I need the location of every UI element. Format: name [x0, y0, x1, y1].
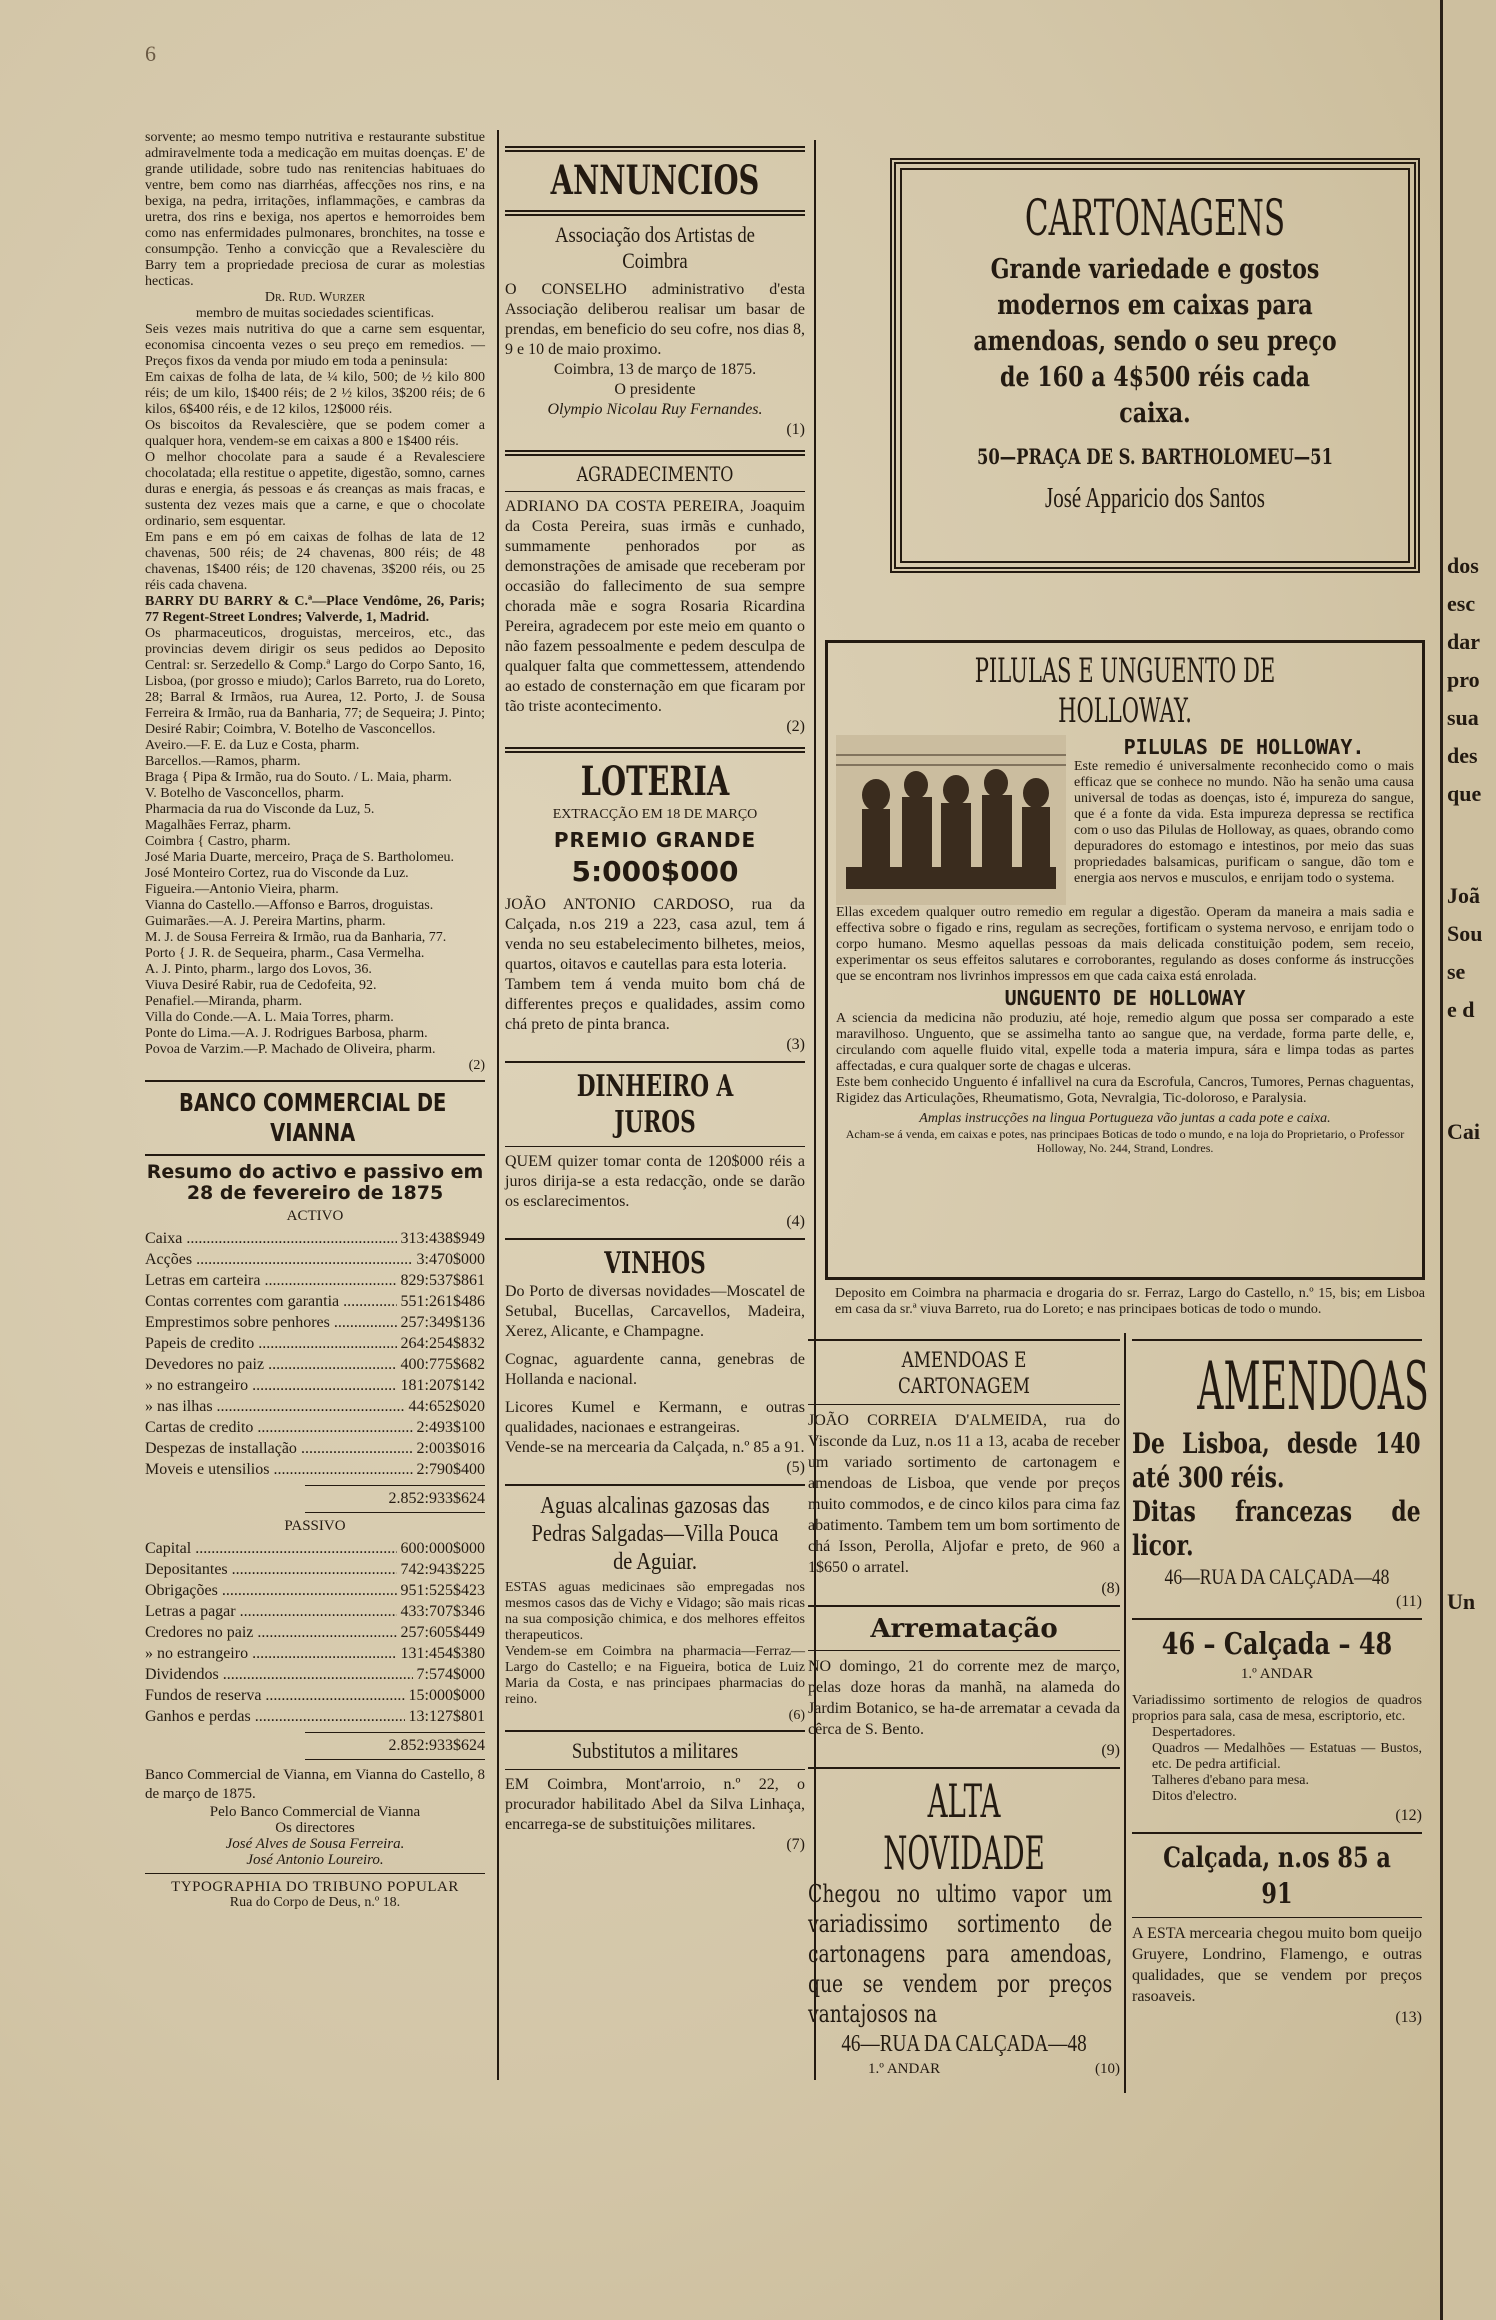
ledger-row: [145, 1706, 485, 1727]
assoc-president: O presidente: [614, 381, 696, 398]
page-number: 6: [145, 41, 156, 66]
typography-address: Rua do Corpo de Deus, n.º 18.: [229, 1895, 401, 1910]
dinheiro-text: QUEM quizer tomar conta de 120$000 réis a juros dirija-se a esta redacção, onde se darão os esclarecimentos.: [505, 1153, 805, 1210]
ledger-value: 131:454$380: [400, 1645, 485, 1662]
ledger-value: 400:775$682: [400, 1356, 485, 1373]
calcada85-title: Calçada, n.os 85 a 91: [1163, 1841, 1391, 1910]
ledger-label: Devedores no paiz .....: [145, 1354, 397, 1375]
ledger-value: 2:790$400: [416, 1461, 485, 1478]
paragraph: O melhor chocolate para a saude é a Revalesciere chocolatada; ella restitue o appetite, digestão, somno, carnes duras e energia, ás pessoas e ás creanças as mais fracas, e sustenta dez vezes mais que a carne, e que o chocolate ordinario, sem esquentar.: [145, 450, 485, 529]
aguas-text: ESTAS aguas medicinaes são empregadas nos mesmos casos das de Vichy e Vidago; são mais ricas na sua composição chimica, e dos melhores effeitos therapeuticos.: [505, 1580, 805, 1643]
ledger-row: [145, 1601, 485, 1622]
bank-footer: Pelo Banco Commercial de Vianna: [209, 1804, 421, 1820]
ad-number: (8): [1101, 1580, 1120, 1597]
ledger-label: » nas ilhas .....: [145, 1396, 405, 1417]
ledger-value: 951:525$423: [400, 1582, 485, 1599]
ad-number: (7): [786, 1836, 805, 1853]
loteria-text: Tambem tem á venda muito bom chá de differentes preços e qualidades, assim como chá preto de pinta branca.: [505, 976, 805, 1033]
ledger-label: Emprestimos sobre penhores .....: [145, 1312, 397, 1333]
cartonagens-text: Grande variedade e gostos modernos em caixas para amendoas, sendo o seu preço de 160 a 4$500 réis cada caixa.: [973, 254, 1337, 429]
alta-novidade-text: Chegou no ultimo vapor um variadissimo sortimento de cartonagens para amendoas, que se vendem por preços vantajosos na: [808, 1880, 1113, 2028]
passivo-total: 2.852:933$624: [388, 1737, 485, 1754]
ad-number: (1): [786, 421, 805, 438]
ledger-row: [145, 1664, 485, 1685]
ledger-row: [145, 1270, 485, 1291]
ledger-label: Acções .....: [145, 1249, 413, 1270]
adjacent-text-fragment: se: [1447, 959, 1466, 984]
ledger-label: Credores no paiz .....: [145, 1622, 397, 1643]
assoc-title: Associação dos Artistas de Coimbra: [555, 222, 755, 273]
signature-sub: membro de muitas sociedades scientificas.: [195, 306, 435, 321]
adjacent-text-fragment: e d: [1447, 997, 1475, 1022]
bank-footer: Banco Commercial de Vianna, em Vianna do Castello, 8 de março de 1875.: [145, 1767, 485, 1802]
ledger-label: » no estrangeiro .....: [145, 1643, 397, 1664]
ad-number: (3): [786, 1036, 805, 1053]
ledger-label: Papeis de credito .....: [145, 1333, 397, 1354]
ledger-label: Fundos de reserva .....: [145, 1685, 405, 1706]
ledger-row: [145, 1538, 485, 1559]
adjacent-text-fragment: dos: [1447, 553, 1479, 578]
amendoas-text: Ditas francezas de licor.: [1132, 1495, 1421, 1562]
holloway-sale: Acham-se á venda, em caixas e potes, nas principaes Boticas de todo o mundo, e na loja do Proprietario, o Professor Holloway, No. 244, Strand, Londres.: [845, 1127, 1405, 1155]
ledger-label: Dividendos .....: [145, 1664, 413, 1685]
substitutos-title: Substitutos a militares: [571, 1738, 739, 1763]
cartonagens-owner: José Apparicio dos Santos: [1045, 483, 1265, 514]
passivo-label: PASSIVO: [284, 1518, 346, 1534]
ledger-label: Depositantes .....: [145, 1559, 397, 1580]
ledger-row: [145, 1580, 485, 1601]
calcada-text: Variadissimo sortimento de relogios de quadros proprios para sala, casa de mesa, escriptorio, etc.: [1132, 1693, 1422, 1724]
aguas-text: Vendem-se em Coimbra na pharmacia—Ferraz—Largo do Castello; e na Figueira, botica de Luiz Maria da Costa, e nas principaes pharmacias do reino.: [505, 1644, 805, 1707]
ledger-label: Obrigações .....: [145, 1580, 397, 1601]
ledger-value: 7:574$000: [416, 1666, 485, 1683]
unguento-text: A sciencia da medicina não produziu, até hoje, remedio algum que possa ser comparado a este maravilhoso. Unguento, que se assimelha tanto ao sangue que, na verdade, forma parte delle, e, circulando com aquelle fluido vital, expelle toda a materia impura, sára e limpa todas as partes affectadas, e cura qualquer sorte de chagas e ulceras.: [836, 1011, 1414, 1074]
ad-number: (11): [1395, 1593, 1422, 1610]
depot-entry: Coimbra { Castro, pharm.: [145, 834, 291, 849]
ad-number: (10): [1095, 2061, 1120, 2077]
depots-list: [145, 738, 485, 1058]
aguas-title: Aguas alcalinas gazosas das Pedras Salgadas—Villa Pouca de Aguiar.: [531, 1493, 779, 1575]
ledger-label: Contas correntes com garantia .....: [145, 1291, 397, 1312]
alta-novidade-title: ALTA NOVIDADE: [883, 1774, 1045, 1880]
cartonagens-ad: [900, 168, 1410, 563]
depot-entry: Barcellos.—Ramos, pharm.: [145, 754, 301, 769]
amendoas-text: De Lisboa, desde 140 até 300 réis.: [1132, 1427, 1421, 1494]
calcada-item: Despertadores.: [1152, 1725, 1236, 1740]
depot-entry: Guimarães.—A. J. Pereira Martins, pharm.: [145, 914, 386, 929]
adjacent-text-fragment: Joã: [1447, 883, 1480, 908]
pilulas-text: Este remedio é universalmente reconhecido como o mais efficaz que se conhece no mundo. Não ha senão uma causa universal de todas as doenças, isto é, impureza do sangue, que é a fonte da vida. Esta impureza depressa se rectifica com o uso das Pilulas de Holloway, as quaes, obrando como depuradores do estomago e intestinos, por meio das suas propriedades balsamicas, purificam o sangue, dão tom e energia aos nervos e musculos, e enrijam todo o systema.: [1074, 759, 1414, 886]
ad-number: (5): [786, 1459, 805, 1476]
ad-number: (2): [786, 718, 805, 735]
ledger-row: [145, 1312, 485, 1333]
cartonagens-title: CARTONAGENS: [1024, 189, 1286, 247]
activo-label: ACTIVO: [286, 1208, 344, 1224]
column-1: [145, 130, 485, 1911]
ad-number: (12): [1395, 1807, 1422, 1824]
ledger-value: 15:000$000: [408, 1687, 485, 1704]
paragraph: Os biscoitos da Revalescière, que se podem comer a qualquer hora, vendem-se em caixas a 800 e 1$400 réis.: [145, 418, 485, 449]
vinhos-text: Vende-se na mercearia da Calçada, n.º 85 a 91.: [505, 1439, 805, 1456]
depot-entry: M. J. de Sousa Ferreira & Irmão, rua da Banharia, 77.: [145, 930, 447, 945]
vinhos-text: Do Porto de diversas novidades—Moscatel de Setubal, Bucellas, Carcavellos, Madeira, Xerez, Alicante, e Champagne.: [505, 1283, 805, 1340]
column-4: [1132, 1333, 1429, 2028]
ledger-label: Caixa .....: [145, 1228, 397, 1249]
amendoas-title: AMENDOAS: [1197, 1348, 1429, 1425]
ledger-row: [145, 1417, 485, 1438]
pilulas-subtitle: PILULAS DE HOLLOWAY.: [1123, 735, 1365, 759]
agradecimento-title: AGRADECIMENTO: [576, 462, 734, 486]
ledger-value: 13:127$801: [408, 1708, 485, 1725]
adjacent-text-fragment: Un: [1447, 1589, 1476, 1614]
ledger-value: 181:207$142: [400, 1377, 485, 1394]
typography-name: TYPOGRAPHIA DO TRIBUNO POPULAR: [171, 1879, 459, 1895]
holloway-instructions: Amplas instrucções na lingua Portugueza vão juntas a cada pote e caixa.: [919, 1111, 1331, 1126]
substitutos-text: EM Coimbra, Mont'arroio, n.º 22, o procurador habilitado Abel da Silva Linhaça, encarrega-se de substituições militares.: [505, 1776, 805, 1833]
loteria-text: JOÃO ANTONIO CARDOSO, rua da Calçada, n.os 219 a 223, casa azul, tem á venda no seu estabelecimento bilhetes, meios, quartos, oitavos e cautellas para esta loteria.: [505, 896, 805, 973]
amendoas-address: 46—RUA DA CALÇADA—48: [1164, 1564, 1390, 1589]
ad-number: (6): [788, 1708, 805, 1723]
ledger-label: Letras em carteira .....: [145, 1270, 397, 1291]
loteria-subtitle: EXTRACÇÃO EM 18 DE MARÇO: [552, 807, 758, 822]
calcada-item: Ditos d'electro.: [1152, 1789, 1237, 1804]
premio-grande: PREMIO GRANDE: [553, 828, 757, 852]
ledger-value: 742:943$225: [400, 1561, 485, 1578]
bank-subtitle: Resumo do activo e passivo em 28 de fevereiro de 1875: [146, 1161, 484, 1204]
depot-entry: Pharmacia da rua do Visconde da Luz, 5.: [145, 802, 375, 817]
depot-entry: Villa do Conde.—A. L. Maia Torres, pharm.: [145, 1010, 394, 1025]
ledger-row: [145, 1685, 485, 1706]
adjacent-text-fragment: que: [1447, 781, 1482, 806]
paragraph: Em pans e em pó em caixas de folhas de lata de 12 chavenas, 500 réis; de 24 chavenas, 800 réis; de 48 chavenas, 1$400 réis; de 120 chavenas, 3$200 réis, ou 25 réis cada chavena.: [145, 530, 485, 593]
ad-number: (9): [1101, 1742, 1120, 1759]
paragraph: Em caixas de folha de lata, de ¼ kilo, 500; de ½ kilo 800 réis; de um kilo, 1$400 réis; de 2 ½ kilos, 3$200 réis; de 6 kilos, 6$400 réis, e de 12 kilos, 12$000 réis.: [145, 370, 485, 417]
assoc-date: Coimbra, 13 de março de 1875.: [553, 361, 757, 378]
ledger-value: 2:003$016: [416, 1440, 485, 1457]
ledger-row: [145, 1559, 485, 1580]
ledger-row: [145, 1643, 485, 1664]
director-name: José Alves de Sousa Ferreira.: [225, 1836, 405, 1852]
paragraph: Seis vezes mais nutritiva do que a carne sem esquentar, economisa cincoenta vezes o seu preço em remedios. — Preços fixos da venda por miudo em toda a peninsula:: [145, 322, 485, 369]
ledger-row: [145, 1459, 485, 1480]
amendoas-cartonagem-text: JOÃO CORREIA D'ALMEIDA, rua do Visconde da Luz, n.os 11 a 13, acaba de receber um variado sortimento de cartonagem e amendoas de Lisboa, que vende por preços muito commodos, e de cinco kilos para cima faz abatimento. Tambem tem um bom sortimento de chá Isson, Perolla, Aljofar e preto, de 960 a 1$650 o arratel.: [808, 1412, 1120, 1576]
depot-entry: Viuva Desiré Rabir, rua de Cedofeita, 92.: [145, 978, 377, 993]
ledger-label: Cartas de credito .....: [145, 1417, 413, 1438]
depot-entry: Figueira.—Antonio Vieira, pharm.: [145, 882, 339, 897]
vinhos-text: Cognac, aguardente canna, genebras de Hollanda e nacional.: [505, 1351, 805, 1388]
depot-entry: Braga { Pipa & Irmão, rua do Souto. / L. Maia, pharm.: [145, 770, 452, 785]
ledger-value: 829:537$861: [400, 1272, 485, 1289]
vinhos-text: Licores Kumel e Kermann, e outras qualidades, nacionaes e estrangeiras.: [505, 1399, 805, 1436]
column-divider: [497, 130, 499, 2080]
adjacent-text-fragment: des: [1447, 743, 1478, 768]
depot-entry: A. J. Pinto, pharm., largo dos Lovos, 36.: [145, 962, 372, 977]
ledger-value: 313:438$949: [400, 1230, 485, 1247]
ledger-value: 600:000$000: [400, 1540, 485, 1557]
director-name: José Antonio Loureiro.: [246, 1852, 384, 1868]
adjacent-text-fragment: Sou: [1447, 921, 1483, 946]
ledger-value: 2:493$100: [416, 1419, 485, 1436]
adjacent-text-fragment: pro: [1447, 667, 1480, 692]
ledger-row: [145, 1333, 485, 1354]
adjacent-text-fragment: Cai: [1447, 1119, 1480, 1144]
calcada-andar: 1.º ANDAR: [1240, 1666, 1314, 1682]
ledger-label: » no estrangeiro .....: [145, 1375, 397, 1396]
bank-footer: Os directores: [275, 1820, 355, 1836]
assoc-text: O CONSELHO administrativo d'esta Associação deliberou realisar um basar de prendas, em beneficio do seu cofre, nos dias 8, 9 e 10 de maio proximo.: [505, 281, 805, 358]
ledger-row: [145, 1396, 485, 1417]
paragraph: Os pharmaceuticos, droguistas, merceiros, etc., das provincias devem dirigir os seus pedidos ao Deposito Central: sr. Serzedello & Comp.ª Largo do Corpo Santo, 16, Lisboa, (por grosso e miudo); Carlos Barreto, rua do Loreto, 28; Barral & Irmãos, rua Aurea, 12. Porto, J. de Sousa Ferreira & Irmão, rua da Banharia, 77; de Sequeira; J. Pinto; Desiré Rabir; Coimbra, V. Botelho de Vasconcellos.: [145, 626, 485, 737]
ledger-row: [145, 1354, 485, 1375]
ad-number: (13): [1395, 2009, 1422, 2026]
dinheiro-title: DINHEIRO A JUROS: [576, 1069, 734, 1140]
depot-entry: Penafiel.—Miranda, pharm.: [145, 994, 303, 1009]
ledger-value: 257:349$136: [400, 1314, 485, 1331]
bank-title: BANCO COMMERCIAL DE VIANNA: [179, 1088, 447, 1147]
arrematacao-title: Arrematação: [870, 1614, 1058, 1644]
column-2: [505, 140, 805, 1855]
depot-entry: Magalhães Ferraz, pharm.: [145, 818, 292, 833]
ledger-value: 44:652$020: [408, 1398, 485, 1415]
depot-entry: Ponte do Lima.—A. J. Rodrigues Barbosa, pharm.: [145, 1026, 428, 1041]
alta-novidade-andar: 1.º ANDAR: [868, 2061, 941, 2077]
holloway-ad: [825, 640, 1425, 1280]
adjacent-page-edge: [1440, 0, 1496, 2320]
ledger-value: 433:707$346: [400, 1603, 485, 1620]
ledger-label: Letras a pagar .....: [145, 1601, 397, 1622]
ledger-row: [145, 1375, 485, 1396]
ledger-row: [145, 1622, 485, 1643]
ledger-row: [145, 1291, 485, 1312]
calcada-item: Talheres d'ebano para mesa.: [1152, 1773, 1310, 1788]
depot-entry: José Monteiro Cortez, rua do Visconde da Luz.: [145, 866, 409, 881]
ledger-row: [145, 1228, 485, 1249]
vinhos-title: VINHOS: [604, 1246, 706, 1281]
depot-entry: Porto { J. R. de Sequeira, pharm., Casa Vermelha.: [145, 946, 425, 961]
ledger-row: [145, 1438, 485, 1459]
loteria-title: LOTERIA: [580, 758, 730, 805]
ledger-row: [145, 1249, 485, 1270]
ledger-value: 3:470$000: [416, 1251, 485, 1268]
ad-number: (2): [468, 1058, 485, 1073]
depot-entry: V. Botelho de Vasconcellos, pharm.: [145, 786, 344, 801]
adjacent-text-fragment: sua: [1447, 705, 1479, 730]
depot-entry: Aveiro.—F. E. da Luz e Costa, pharm.: [145, 738, 360, 753]
depot-entry: José Maria Duarte, merceiro, Praça de S. Bartholomeu.: [145, 850, 455, 865]
ledger-label: Despezas de installação .....: [145, 1438, 413, 1459]
adjacent-text-fragment: esc: [1447, 591, 1476, 616]
calcada-item: Quadros — Medalhões — Estatuas — Bustos, etc. De pedra artificial.: [1152, 1741, 1422, 1772]
ledger-label: Ganhos e perdas .....: [145, 1706, 405, 1727]
holloway-engraving: [836, 735, 1066, 905]
calcada-items: [1132, 1725, 1422, 1805]
ledger-label: Moveis e utensilios .....: [145, 1459, 413, 1480]
activo-table: [145, 1228, 485, 1480]
annuncios-header: ANNUNCIOS: [550, 157, 760, 204]
ledger-value: 264:254$832: [400, 1335, 485, 1352]
revalesciere-text: sorvente; ao mesmo tempo nutritiva e restaurante substitue admiravelmente toda a medicação em muitas doenças. E' de grande utilidade, sobre tudo nas renitencias habituaes do ventre, bem como nas diarrhéas, affecções nos rins, e na bexiga, na pedra, irritações, inflammações, e cambras da uretra, dos rins e bexiga, nos apertos e hemorroides bem como nas enfermidades pulmonares, bronchites, na tosse e consumpção. Tenho a convicção que a Revalescière du Barry tem a propriedade preciosa de curar as molestias hecticas.: [145, 130, 485, 289]
holloway-title: PILULAS E UNGUENTO DE HOLLOWAY.: [974, 651, 1276, 731]
cartonagens-address: 50—PRAÇA DE S. BARTHOLOMEU—51: [977, 444, 1333, 469]
ledger-value: 257:605$449: [400, 1624, 485, 1641]
premio-value: 5:000$000: [571, 855, 739, 888]
column-divider: [1124, 1333, 1126, 2093]
alta-novidade-address: 46—RUA DA CALÇADA—48: [841, 2031, 1087, 2057]
activo-total: 2.852:933$624: [388, 1490, 485, 1507]
signature: Dr. Rud. Wurzer: [264, 290, 366, 305]
unguento-text: Este bem conhecido Unguento é infallivel na cura da Escrofula, Cancros, Tumores, Pernas chaguentas, Rigidez das Articulações, Rheumatismo, Gota, Nevralgia, Tic-doloroso, e Paralysia.: [836, 1075, 1414, 1106]
depot-entry: Povoa de Varzim.—P. Machado de Oliveira, pharm.: [145, 1042, 436, 1057]
barry-address: BARRY DU BARRY & C.ª—Place Vendôme, 26, Paris; 77 Regent-Street Londres; Valverde, 1, Madrid.: [145, 594, 485, 625]
depot-entry: Vianna do Castello.—Affonso e Barros, droguistas.: [145, 898, 434, 913]
adjacent-text-fragment: dar: [1447, 629, 1480, 654]
agradecimento-text: ADRIANO DA COSTA PEREIRA, Joaquim da Costa Pereira, suas irmãs e cunhado, summamente penhorados por as demonstrações de amisade que receberam por occasião do fallecimento de sua sempre chorada mãe e sogra Rosaria Ricardina Pereira, agradecem por este meio em quanto o não fazem pessoalmente e pedem desculpa de qualquer falta que commettessem, attendendo ao estado de consternação em que ficaram por tão triste acontecimento.: [505, 498, 805, 715]
amendoas-cartonagem-title: AMENDOAS E CARTONAGEM: [897, 1348, 1031, 1398]
ad-number: (4): [786, 1213, 805, 1230]
unguento-subtitle: UNGUENTO DE HOLLOWAY: [1004, 986, 1246, 1010]
calcada-title: 46 – Calçada – 48: [1161, 1627, 1393, 1662]
passivo-table: [145, 1538, 485, 1727]
calcada85-text: A ESTA mercearia chegou muito bom queijo Gruyere, Londrino, Flamengo, e outras qualidades, que se vendem por preços rasoaveis.: [1132, 1925, 1422, 2005]
assoc-name: Olympio Nicolau Ruy Fernandes.: [547, 401, 763, 418]
pilulas-text: Ellas excedem qualquer outro remedio em regular a digestão. Operam da maneira a mais sadia e effectiva sobre o figado e rins, regulam as secreções, fortificam o systema nervoso, e enrijam todo o corpo humano. Mesmo aquellas pessoas da mais delicada constituição podem, sem receio, experimentar os seus effeitos salutares e corroborantes, regulando as doses conforme ás instrucções que se encontram nos livrinhos impressos em que cada caixa está enrolada.: [836, 905, 1414, 984]
ledger-value: 551:261$486: [400, 1293, 485, 1310]
column-3: [808, 1333, 1120, 2080]
arrematacao-text: NO domingo, 21 do corrente mez de março, pelas doze horas da manhã, na alameda do Jardim Botanico, se ha-de arrematar a cevada da cêrca de S. Bento.: [808, 1658, 1120, 1738]
holloway-deposito: Deposito em Coimbra na pharmacia e drogaria do sr. Ferraz, Largo do Castello, n.º 15, bis; em Lisboa em casa da sr.ª viuva Barreto, rua do Loreto; e nas principaes boticas de todo o mundo.: [835, 1286, 1425, 1317]
ledger-label: Capital .....: [145, 1538, 397, 1559]
